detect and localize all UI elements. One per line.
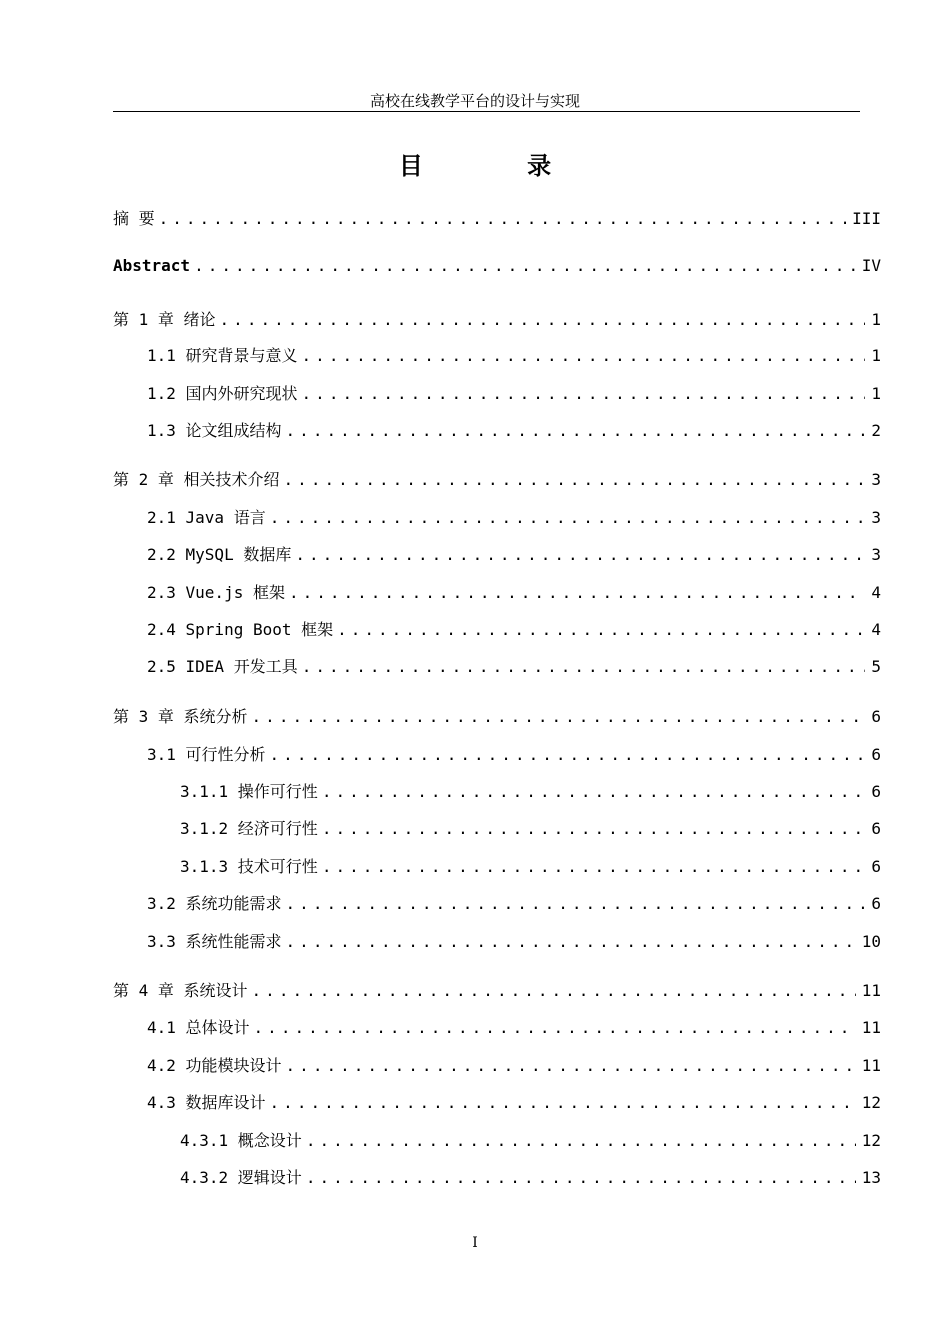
toc-entry-label: 2.4 Spring Boot 框架 <box>147 620 334 639</box>
toc-entry[interactable] <box>180 854 881 878</box>
toc-entry-label: 3.1 可行性分析 <box>147 745 266 764</box>
toc-entry[interactable] <box>147 1090 881 1114</box>
leader-dots <box>322 782 866 801</box>
leader-dots <box>220 310 866 329</box>
leader-dots <box>284 470 866 489</box>
toc-entry-page: 1 <box>871 310 881 329</box>
toc-entry-page: 10 <box>861 932 881 951</box>
toc-entry-label: 2.3 Vue.js 框架 <box>147 583 285 602</box>
toc-entry-label: 3.2 系统功能需求 <box>147 894 282 913</box>
leader-dots <box>306 1168 856 1187</box>
toc-entry-page: 1 <box>871 384 881 403</box>
toc-entry-page: 13 <box>861 1168 881 1187</box>
toc-entry-label: 4.2 功能模块设计 <box>147 1056 282 1075</box>
toc-entry-page: 3 <box>871 545 881 564</box>
toc-entry-page: 4 <box>871 620 881 639</box>
toc-entry-label: 4.3 数据库设计 <box>147 1093 266 1112</box>
toc-entry-label: 第 4 章 系统设计 <box>113 981 248 1000</box>
toc-entry[interactable] <box>147 1053 881 1077</box>
toc-entry-label: 3.3 系统性能需求 <box>147 932 282 951</box>
toc-entry-page: IV <box>861 256 881 275</box>
toc-entry-label: 3.1.3 技术可行性 <box>180 857 318 876</box>
leader-dots <box>322 819 866 838</box>
toc-entry-page: III <box>852 209 881 228</box>
toc-entry-page: 3 <box>871 508 881 527</box>
toc-entry-label: 1.2 国内外研究现状 <box>147 384 298 403</box>
toc-entry-label: 2.5 IDEA 开发工具 <box>147 657 298 676</box>
toc-entry[interactable] <box>147 929 881 953</box>
toc-entry[interactable] <box>180 1128 881 1152</box>
leader-dots <box>194 256 856 275</box>
toc-entry-label: 2.1 Java 语言 <box>147 508 266 527</box>
leader-dots <box>252 707 866 726</box>
leader-dots <box>252 981 856 1000</box>
toc-entry-label: 第 3 章 系统分析 <box>113 707 248 726</box>
toc-entry[interactable] <box>113 307 881 331</box>
toc-entry[interactable] <box>180 779 881 803</box>
toc-entry-page: 6 <box>871 819 881 838</box>
leader-dots <box>270 508 866 527</box>
leader-dots <box>286 932 856 951</box>
toc-entry-page: 6 <box>871 745 881 764</box>
toc-entry[interactable] <box>113 978 881 1002</box>
leader-dots <box>302 384 866 403</box>
toc-entry-label: 第 2 章 相关技术介绍 <box>113 470 280 489</box>
toc-entry-label: 4.3.1 概念设计 <box>180 1131 302 1150</box>
toc-entry-label: Abstract <box>113 256 191 275</box>
toc-entry-page: 6 <box>871 894 881 913</box>
toc-entry-label: 4.3.2 逻辑设计 <box>180 1168 302 1187</box>
leader-dots <box>322 857 866 876</box>
toc-entry-page: 4 <box>871 583 881 602</box>
leader-dots <box>289 583 865 602</box>
toc-entry-label: 3.1.2 经济可行性 <box>180 819 318 838</box>
toc-entry-page: 2 <box>871 421 881 440</box>
toc-entry-label: 第 1 章 绪论 <box>113 310 216 329</box>
leader-dots <box>302 657 866 676</box>
toc-entry-page: 1 <box>871 346 881 365</box>
toc-entry[interactable] <box>147 617 881 641</box>
toc-entry[interactable] <box>113 704 881 728</box>
toc-entry-page: 12 <box>861 1131 881 1150</box>
toc-entry-label: 1.1 研究背景与意义 <box>147 346 298 365</box>
toc-entry-page: 6 <box>871 782 881 801</box>
toc-entry[interactable] <box>113 206 881 230</box>
leader-dots <box>270 745 866 764</box>
leader-dots <box>159 209 846 228</box>
toc-entry-label: 4.1 总体设计 <box>147 1018 250 1037</box>
toc-entry[interactable] <box>113 256 881 280</box>
toc-entry[interactable] <box>147 742 881 766</box>
toc-entry[interactable] <box>147 542 881 566</box>
toc-entry-page: 12 <box>861 1093 881 1112</box>
toc-entry[interactable] <box>147 654 881 678</box>
toc-entry[interactable] <box>180 1165 881 1189</box>
toc-title: 目 录 <box>398 152 600 180</box>
toc-entry[interactable] <box>180 816 881 840</box>
toc-entry-page: 11 <box>861 1018 881 1037</box>
leader-dots <box>254 1018 856 1037</box>
toc-entry-label: 1.3 论文组成结构 <box>147 421 282 440</box>
leader-dots <box>302 346 866 365</box>
leader-dots <box>286 894 866 913</box>
toc-entry[interactable] <box>113 467 881 491</box>
toc-entry-page: 5 <box>871 657 881 676</box>
toc-entry[interactable] <box>147 580 881 604</box>
toc-entry-page: 6 <box>871 707 881 726</box>
leader-dots <box>337 620 865 639</box>
toc-entry[interactable] <box>147 1015 881 1039</box>
toc-entry-page: 11 <box>861 981 881 1000</box>
toc-entry[interactable] <box>147 891 881 915</box>
leader-dots <box>295 545 865 564</box>
toc-entry-label: 3.1.1 操作可行性 <box>180 782 318 801</box>
page-number: I <box>472 1235 478 1251</box>
leader-dots <box>286 421 866 440</box>
leader-dots <box>286 1056 856 1075</box>
toc-entry[interactable] <box>147 505 881 529</box>
toc-entry-page: 6 <box>871 857 881 876</box>
toc-entry-page: 11 <box>861 1056 881 1075</box>
leader-dots <box>306 1131 856 1150</box>
toc-entry[interactable] <box>147 418 881 442</box>
toc-entry-label: 摘 要 <box>113 209 155 228</box>
toc-entry[interactable] <box>147 343 881 367</box>
toc-entry-page: 3 <box>871 470 881 489</box>
toc-entry[interactable] <box>147 381 881 405</box>
toc-entry-label: 2.2 MySQL 数据库 <box>147 545 292 564</box>
leader-dots <box>270 1093 856 1112</box>
running-header: 高校在线教学平台的设计与实现 <box>369 92 580 110</box>
